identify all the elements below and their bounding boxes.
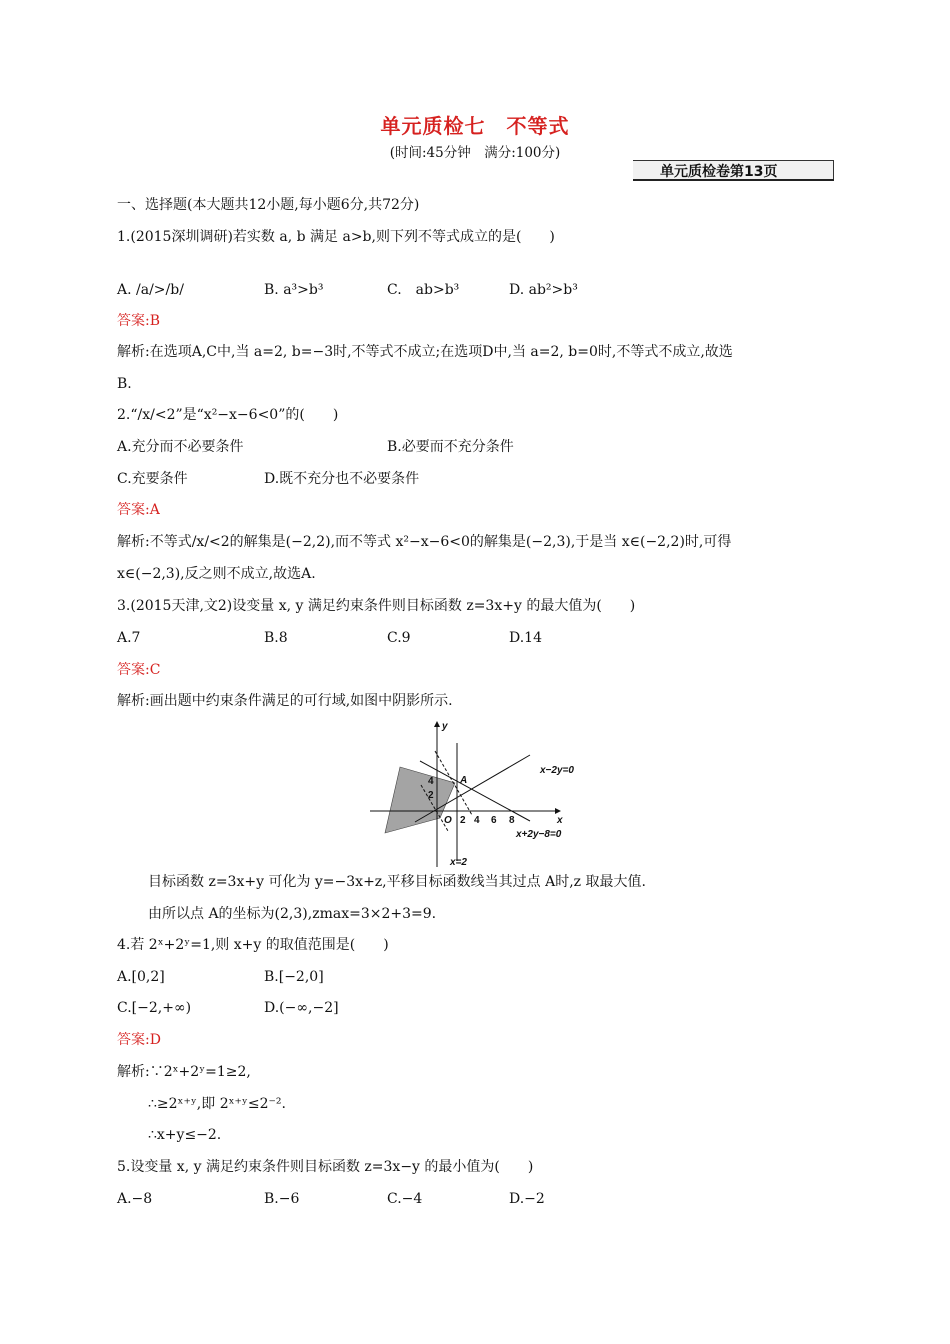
question-3-stem: 3.(2015天津,文2)设变量 x, y 满足约束条件则目标函数 z=3x+y 的最大值为( ) [117, 598, 636, 614]
graph-tick-x-2: 2 [460, 815, 466, 826]
graph-tick-y-2: 2 [428, 790, 434, 801]
y-axis-arrow [434, 721, 440, 727]
graph-tick-y-4: 4 [428, 776, 434, 787]
header-tag: 单元质检卷第13页 [660, 164, 778, 180]
q5-option-d: D.−2 [509, 1191, 545, 1207]
graph-label-line2: x+2y−8=0 [516, 829, 562, 840]
q3-option-d: D.14 [509, 630, 542, 646]
q5-option-a: A.−8 [117, 1191, 153, 1207]
q3-option-c: C.9 [387, 630, 411, 646]
q3-option-b: B.8 [264, 630, 288, 646]
graph-label-line3: x=2 [450, 857, 467, 868]
section-heading: 一、选择题(本大题共12小题,每小题6分,共72分) [117, 197, 420, 213]
q4-answer: 答案:D [117, 1032, 161, 1048]
question-5-stem: 5.设变量 x, y 满足约束条件则目标函数 z=3x−y 的最小值为( ) [117, 1159, 534, 1175]
q1-answer: 答案:B [117, 313, 161, 329]
q3-analysis-line3: 由所以点 A的坐标为(2,3),zmax=3×2+3=9. [148, 906, 437, 922]
q1-analysis-line2: B. [117, 376, 132, 392]
q1-option-a: A. /a/>/b/ [117, 282, 184, 298]
q3-option-a: A.7 [117, 630, 141, 646]
question-4-stem: 4.若 2ˣ+2ʸ=1,则 x+y 的取值范围是( ) [117, 937, 389, 953]
q2-answer: 答案:A [117, 502, 160, 518]
q2-option-b: B.必要而不充分条件 [387, 439, 514, 455]
graph-tick-x-6: 6 [491, 815, 497, 826]
q1-analysis-line1: 解析:在选项A,C中,当 a=2, b=−3时,不等式不成立;在选项D中,当 a=2, b=0时,不等式不成立,故选 [117, 344, 733, 360]
graph-label-y: y [442, 721, 448, 732]
q2-option-d: D.既不充分也不必要条件 [264, 471, 420, 487]
graph-label-line1: x−2y=0 [540, 765, 574, 776]
q4-option-a: A.[0,2] [117, 969, 165, 985]
q3-analysis-line1: 解析:画出题中约束条件满足的可行域,如图中阴影所示. [117, 693, 453, 709]
x-axis-arrow [555, 808, 561, 814]
page-title: 单元质检七 不等式 [380, 114, 570, 138]
q2-analysis-line2: x∈(−2,3),反之则不成立,故选A. [117, 566, 316, 582]
question-2-stem: 2.“/x/<2”是“x²−x−6<0”的( ) [117, 407, 339, 423]
q4-option-d: D.(−∞,−2] [264, 1000, 339, 1016]
q2-option-a: A.充分而不必要条件 [117, 439, 244, 455]
q1-option-d: D. ab²>b³ [509, 282, 578, 298]
q2-option-c: C.充要条件 [117, 471, 188, 487]
graph-tick-x-8: 8 [509, 815, 515, 826]
page-subtitle: (时间:45分钟 满分:100分) [389, 145, 561, 161]
q4-analysis-line1: 解析:∵2ˣ+2ʸ=1≥2, [117, 1064, 251, 1080]
q5-option-b: B.−6 [264, 1191, 300, 1207]
q5-option-c: C.−4 [387, 1191, 423, 1207]
q4-analysis-line2: ∴≥2ˣ⁺ʸ,即 2ˣ⁺ʸ≤2⁻². [148, 1096, 286, 1112]
graph-tick-x-4: 4 [474, 815, 480, 826]
q4-option-b: B.[−2,0] [264, 969, 324, 985]
q4-option-c: C.[−2,+∞) [117, 1000, 192, 1016]
q1-option-b: B. a³>b³ [264, 282, 324, 298]
question-1-stem: 1.(2015深圳调研)若实数 a, b 满足 a>b,则下列不等式成立的是( ) [117, 229, 555, 245]
graph-label-o: O [444, 815, 452, 826]
q4-analysis-line3: ∴x+y≤−2. [148, 1127, 222, 1143]
q2-analysis-line1: 解析:不等式/x/<2的解集是(−2,2),而不等式 x²−x−6<0的解集是(−2,3),于是当 x∈(−2,2)时,可得 [117, 534, 732, 550]
q3-analysis-line2: 目标函数 z=3x+y 可化为 y=−3x+z,平移目标函数线当其过点 A时,z 取最大值. [148, 874, 646, 890]
q3-answer: 答案:C [117, 662, 161, 678]
graph-label-a: A [460, 775, 468, 786]
q1-option-c: C. ab>b³ [387, 282, 460, 298]
feasible-region-graph [360, 715, 590, 870]
graph-label-x: x [557, 815, 563, 826]
